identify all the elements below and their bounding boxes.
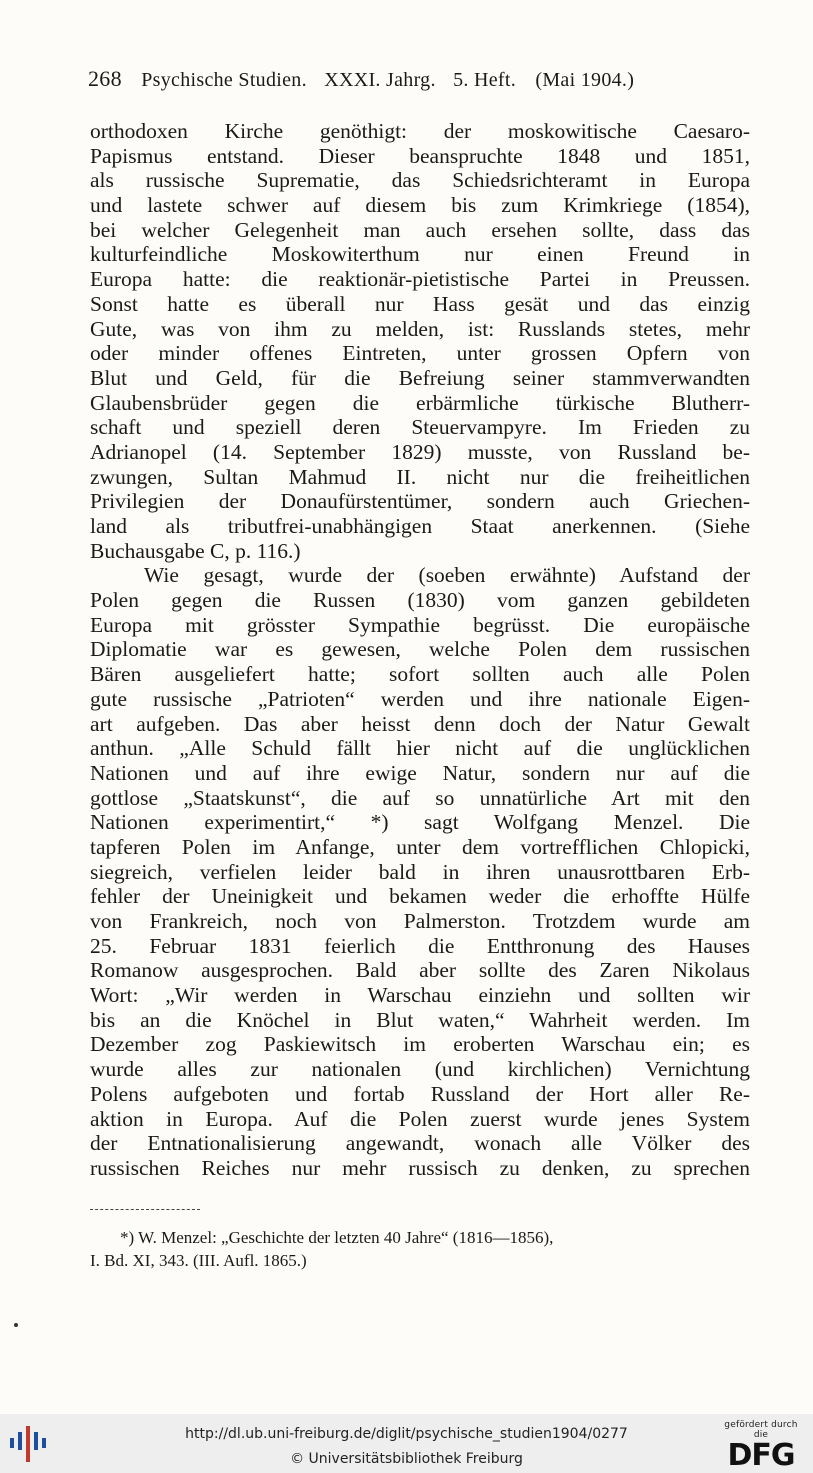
running-header	[88, 66, 748, 92]
text-line: Bären ausgeliefert hatte; sofort sollten auch alle Polen	[90, 662, 750, 687]
text-line: Nationen experimentirt,“ *) sagt Wolfgang Menzel. Die	[90, 810, 750, 835]
text-line: Wort: „Wir werden in Warschau einziehn und sollten wir	[90, 983, 750, 1008]
body-text	[90, 119, 750, 1181]
text-line: Europa hatte: die reaktionär-pietistische Partei in Preussen.	[90, 267, 750, 292]
text-line: Polens aufgeboten und fortab Russland der Hort aller Re-	[90, 1081, 750, 1106]
text-line: Privilegien der Donaufürstentümer, sondern auch Griechen-	[90, 489, 750, 514]
text-line: als russische Suprematie, das Schiedsrichteramt in Europa	[90, 168, 750, 193]
text-line: anthun. „Alle Schuld fällt hier nicht auf die unglücklichen	[90, 736, 750, 761]
text-line: orthodoxen Kirche genöthigt: der moskowitische Caesaro-	[90, 119, 750, 143]
text-line: russischen Reiches nur mehr russisch zu denken, zu sprechen	[90, 1155, 750, 1180]
page-number: 268	[88, 66, 122, 91]
scan-speck	[14, 1323, 18, 1327]
issue-label: 5. Heft.	[453, 69, 517, 91]
source-url-link[interactable]: http://dl.ub.uni-freiburg.de/diglit/psychische_studien1904/0277	[185, 1426, 628, 1442]
text-line: land als tributfrei-unabhängigen Staat anerkennen. (Siehe	[90, 514, 750, 538]
text-line: Buchausgabe C, p. 116.)	[90, 538, 301, 563]
text-line: Europa mit grösster Sympathie begrüsst. Die europäische	[90, 612, 750, 637]
footnote-line: I. Bd. XI, 343. (III. Aufl. 1865.)	[90, 1251, 307, 1270]
text-line: kulturfeindliche Moskowiterthum nur einen Freund in	[90, 242, 750, 267]
text-line: oder minder offenes Eintreten, unter grossen Opfern von	[90, 341, 750, 366]
text-line: art aufgeben. Das aber heisst denn doch der Natur Gewalt	[90, 711, 750, 736]
text-line: zwungen, Sultan Mahmud II. nicht nur die freiheitlichen	[90, 464, 750, 489]
text-line: Blut und Geld, für die Befreiung seiner stammverwandten	[90, 365, 750, 390]
text-line: siegreich, verfielen leider bald in ihren unausrottbaren Erb-	[90, 859, 750, 884]
dfg-tagline: gefördert durch die	[724, 1420, 798, 1440]
text-line: 25. Februar 1831 feierlich die Entthronung des Hauses	[90, 933, 750, 958]
viewer-footer	[0, 1414, 813, 1473]
text-line: gottlose „Staatskunst“, die auf so unnatürliche Art mit den	[90, 785, 750, 810]
text-line: Glaubensbrüder gegen die erbärmliche türkische Blutherr-	[90, 390, 750, 415]
footnote	[90, 1226, 750, 1272]
text-line: fehler der Uneinigkeit und bekamen weder die erhoffte Hülfe	[90, 884, 750, 909]
footnote-separator	[90, 1209, 200, 1210]
text-line: Adrianopel (14. September 1829) musste, von Russland be-	[90, 439, 750, 464]
text-line: Dezember zog Paskiewitsch im eroberten Warschau ein; es	[90, 1032, 750, 1057]
text-line: von Frankreich, noch von Palmerston. Trotzdem wurde am	[90, 909, 750, 933]
copyright-notice: © Universitätsbibliothek Freiburg	[290, 1451, 523, 1467]
text-line: Wie gesagt, wurde der (soeben erwähnte) Aufstand der	[144, 563, 750, 588]
volume-label: XXXI. Jahrg.	[324, 69, 436, 91]
text-line: gute russische „Patrioten“ werden und ihre nationale Eigen-	[90, 686, 750, 711]
text-line: Diplomatie war es gewesen, welche Polen dem russischen	[90, 637, 750, 662]
text-line: Papismus entstand. Dieser beanspruchte 1848 und 1851,	[90, 143, 750, 168]
text-line: Gute, was von ihm zu melden, ist: Russlands stetes, mehr	[90, 316, 750, 341]
text-line: Nationen und auf ihre ewige Natur, sondern nur auf die	[90, 760, 750, 785]
journal-title: Psychische Studien.	[141, 69, 307, 91]
footnote-line: *) W. Menzel: „Geschichte der letzten 40 Jahre“ (1816—1856),	[120, 1228, 554, 1247]
text-line: Polen gegen die Russen (1830) vom ganzen gebildeten	[90, 588, 750, 613]
text-line: und lastete schwer auf diesem bis zum Krimkriege (1854),	[90, 193, 750, 218]
text-line: der Entnationalisierung angewandt, wonach alle Völker des	[90, 1131, 750, 1156]
dfg-wordmark: DFG	[727, 1438, 795, 1473]
dfg-logo	[719, 1420, 803, 1473]
text-line: wurde alles zur nationalen (und kirchlichen) Vernichtung	[90, 1057, 750, 1082]
text-line: bei welcher Gelegenheit man auch ersehen sollte, dass das	[90, 217, 750, 242]
text-line: Sonst hatte es überall nur Hass gesät und das einzig	[90, 291, 750, 316]
text-line: schaft und speziell deren Steuervampyre. Im Frieden zu	[90, 415, 750, 440]
issue-date: (Mai 1904.)	[535, 69, 635, 91]
text-line: bis an die Knöchel in Blut waten,“ Wahrheit werden. Im	[90, 1007, 750, 1032]
text-line: tapferen Polen im Anfange, unter dem vortrefflichen Chlopicki,	[90, 834, 750, 859]
text-line: Romanow ausgesprochen. Bald aber sollte des Zaren Nikolaus	[90, 958, 750, 983]
text-line: aktion in Europa. Auf die Polen zuerst wurde jenes System	[90, 1106, 750, 1131]
